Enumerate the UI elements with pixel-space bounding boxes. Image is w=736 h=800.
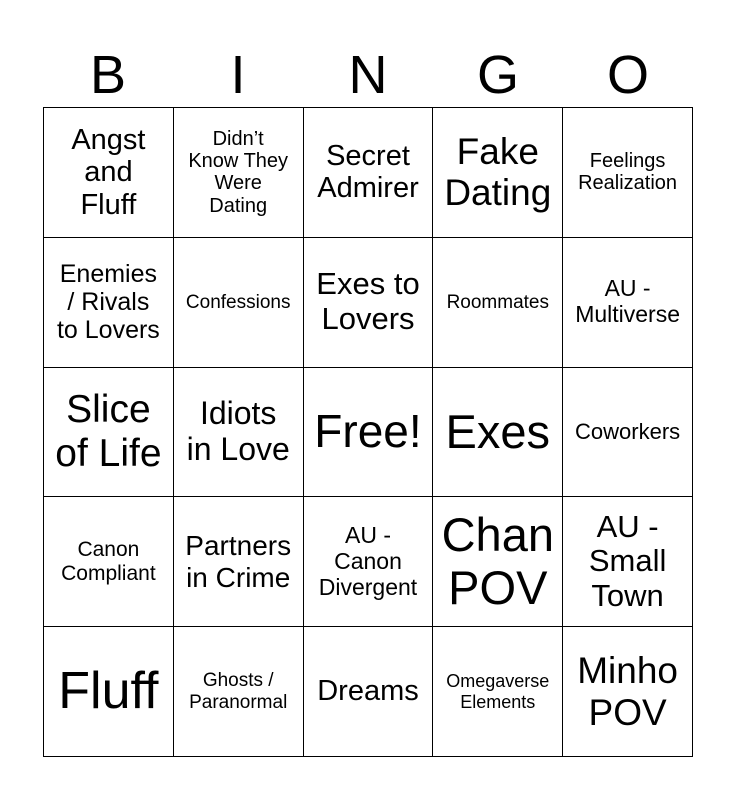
cell-label: Ghosts / Paranormal <box>189 670 288 713</box>
bingo-cell[interactable] <box>563 238 693 368</box>
cell-label: Chan POV <box>441 508 554 614</box>
cell-label: Feelings Realization <box>578 150 678 195</box>
cell-label: Minho POV <box>577 650 678 733</box>
bingo-cell[interactable] <box>174 368 304 498</box>
bingo-cell[interactable] <box>304 238 434 368</box>
bingo-cell[interactable] <box>174 238 304 368</box>
cell-label: Confessions <box>185 291 291 313</box>
bingo-header <box>43 44 693 106</box>
header-letter-g: G <box>476 45 519 105</box>
bingo-cell[interactable] <box>304 627 434 757</box>
cell-label: Angst and Fluff <box>71 123 146 221</box>
bingo-cell[interactable] <box>563 368 693 498</box>
bingo-cell[interactable] <box>44 108 174 238</box>
cell-label: Exes to Lovers <box>316 266 420 337</box>
cell-label: Secret Admirer <box>317 139 419 205</box>
header-letter-b: B <box>89 45 127 105</box>
bingo-cell[interactable] <box>304 497 434 627</box>
cell-label: Exes <box>445 404 551 458</box>
cell-label: Fluff <box>58 662 159 721</box>
bingo-cell[interactable] <box>433 368 563 498</box>
bingo-cell[interactable] <box>44 627 174 757</box>
bingo-cell[interactable] <box>433 108 563 238</box>
bingo-cell free-space[interactable] <box>304 368 434 498</box>
bingo-cell[interactable] <box>44 497 174 627</box>
bingo-cell[interactable] <box>174 108 304 238</box>
bingo-grid <box>43 107 693 757</box>
cell-label: Omegaverse Elements <box>446 671 550 712</box>
cell-label: Slice of Life <box>55 388 162 475</box>
bingo-cell[interactable] <box>304 108 434 238</box>
cell-label: Fake Dating <box>444 130 552 214</box>
cell-label: Coworkers <box>575 418 681 444</box>
cell-label: Dreams <box>317 675 419 708</box>
cell-label: Idiots in Love <box>186 395 290 467</box>
bingo-cell[interactable] <box>433 238 563 368</box>
cell-label: Partners in Crime <box>185 530 292 593</box>
cell-label: AU - Canon Divergent <box>318 522 418 600</box>
header-letter-i: I <box>230 45 246 105</box>
bingo-cell[interactable] <box>44 368 174 498</box>
bingo-cell[interactable] <box>563 108 693 238</box>
bingo-cell[interactable] <box>44 238 174 368</box>
bingo-cell[interactable] <box>433 627 563 757</box>
header-letter-n: N <box>348 45 388 105</box>
bingo-cell[interactable] <box>563 627 693 757</box>
cell-label: Canon Compliant <box>61 538 156 585</box>
cell-label: Didn’t Know They Were Dating <box>188 127 289 217</box>
bingo-cell[interactable] <box>174 497 304 627</box>
cell-label: AU - Multiverse <box>575 275 680 328</box>
bingo-cell[interactable] <box>433 497 563 627</box>
bingo-cell[interactable] <box>174 627 304 757</box>
cell-label: Enemies / Rivals to Lovers <box>56 260 160 345</box>
cell-label: AU - Small Town <box>588 508 667 614</box>
cell-label: Free! <box>314 405 422 458</box>
cell-label: Roommates <box>446 291 549 313</box>
bingo-cell[interactable] <box>563 497 693 627</box>
header-letter-o: O <box>606 45 649 105</box>
